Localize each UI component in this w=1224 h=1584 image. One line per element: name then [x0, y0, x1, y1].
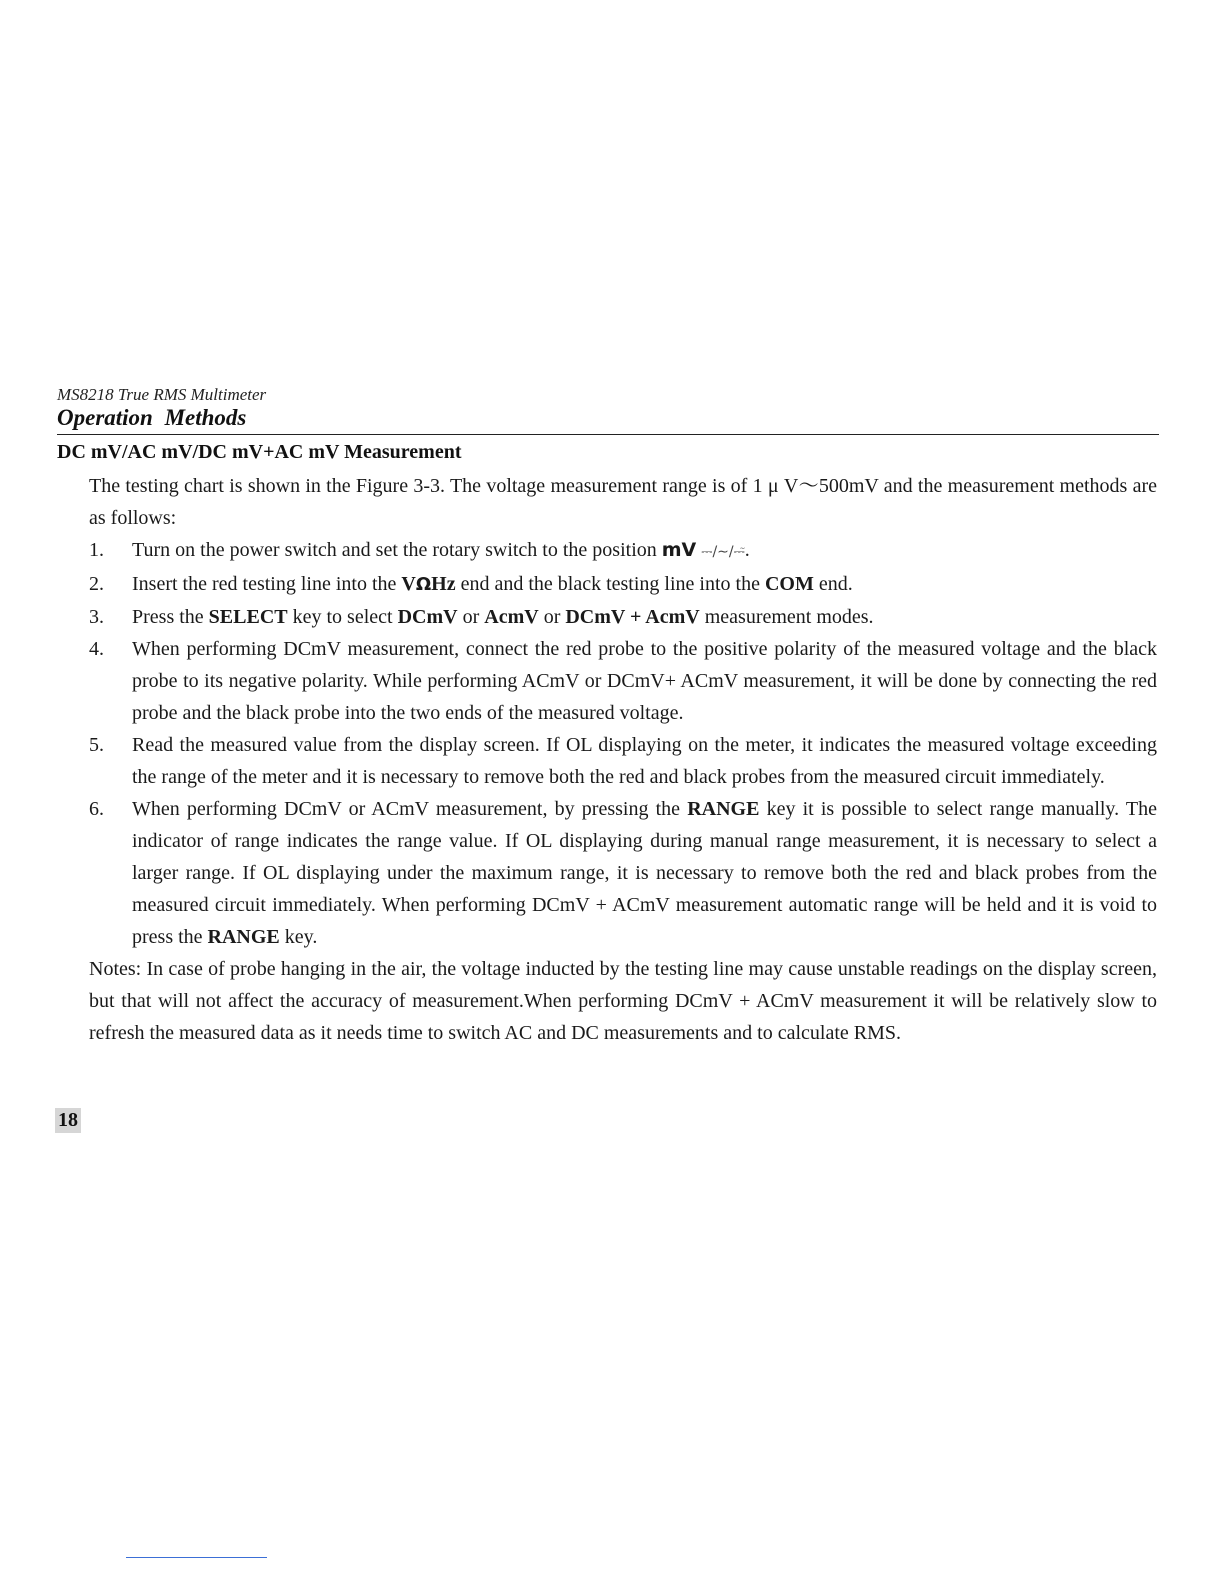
section-heading: DC mV/AC mV/DC mV+AC mV Measurement: [57, 441, 462, 463]
step-text: end and the black testing line into the: [460, 573, 760, 595]
notes-paragraph: Notes: In case of probe hanging in the air, the voltage inducted by the testing line may cause unstable readings on the display screen, but that will not affect the accuracy of measurement.When performing DCmV + ACmV measurement it will be relatively slow to refresh the measured data as it needs time to switch AC and DC measurements and to calculate RMS.: [89, 958, 1157, 1044]
procedure-step: [89, 729, 1157, 793]
step-text: measurement modes.: [704, 606, 874, 628]
running-head: MS8218 True RMS Multimeter: [57, 385, 267, 404]
section-body: [89, 470, 1157, 1049]
procedure-step: [89, 568, 1157, 601]
mv-function-symbol: mV: [661, 539, 697, 561]
step-end: .: [744, 539, 750, 561]
step-text: or: [462, 606, 480, 628]
procedure-list: [89, 534, 1157, 953]
step-text: Press the: [132, 606, 204, 628]
procedure-step: [89, 793, 1157, 953]
step-number: 1.: [89, 539, 104, 561]
footnote-divider: [126, 1557, 267, 1558]
mode-dcmv-acmv: DCmV + AcmV: [565, 606, 700, 628]
terminal-hz-label: Hz: [431, 573, 456, 595]
step-text: end.: [818, 573, 853, 595]
step-text: key it is possible to select range manually. The indicator of range indicates the range value. If OL displaying during manual range measurement, it is necessary to select a larger range. If OL displaying under the maximum range, it is necessary to remove both the red and black probes from the measured circuit immediately. When performing DCmV + ACmV measurement automatic range will be held and it is void to press the: [132, 798, 1158, 948]
omega-icon: Ω: [415, 574, 432, 595]
step-text: or: [543, 606, 561, 628]
procedure-step: [89, 601, 1157, 633]
terminal-v-label: V: [401, 573, 416, 595]
step-number: 4.: [89, 638, 104, 660]
step-text: Read the measured value from the display screen. If OL displaying on the meter, it indicates the measured voltage exceeding the range of the meter and it is necessary to remove both the red and black probes from the measured circuit immediately.: [132, 734, 1157, 788]
step-number: 2.: [89, 573, 104, 595]
step-number: 3.: [89, 606, 104, 628]
range-key-label: RANGE: [687, 798, 760, 820]
com-terminal-label: COM: [764, 573, 814, 595]
step-text: key to select: [292, 606, 393, 628]
procedure-step: [89, 534, 1157, 568]
intro-paragraph: The testing chart is shown in the Figure 3-3. The voltage measurement range is of 1 μ V～500mV and the measurement methods are as follows:: [89, 475, 1157, 529]
header-divider: [57, 434, 1159, 435]
step-number: 6.: [89, 798, 104, 820]
mode-dcmv: DCmV: [397, 606, 458, 628]
mode-acmv: AcmV: [484, 606, 539, 628]
dc-ac-symbol-icon: ⎓/∼/⎓̃: [701, 544, 745, 560]
select-key-label: SELECT: [208, 606, 288, 628]
step-text: When performing DCmV or ACmV measurement, by pressing the: [132, 798, 681, 820]
step-text: Insert the red testing line into the: [132, 573, 397, 595]
step-text: Turn on the power switch and set the rotary switch to the position: [132, 539, 657, 561]
step-text: key.: [284, 926, 318, 948]
step-text: When performing DCmV measurement, connect the red probe to the positive polarity of the measured voltage and the black probe to its negative polarity. While performing ACmV or DCmV+ ACmV measurement, it will be done by connecting the red probe and the black probe into the two ends of the measured voltage.: [132, 638, 1157, 724]
page-number: 18: [55, 1108, 81, 1133]
range-key-label: RANGE: [207, 926, 280, 948]
procedure-step: [89, 633, 1157, 729]
chapter-title: Operation Methods: [57, 405, 247, 430]
step-number: 5.: [89, 734, 104, 756]
